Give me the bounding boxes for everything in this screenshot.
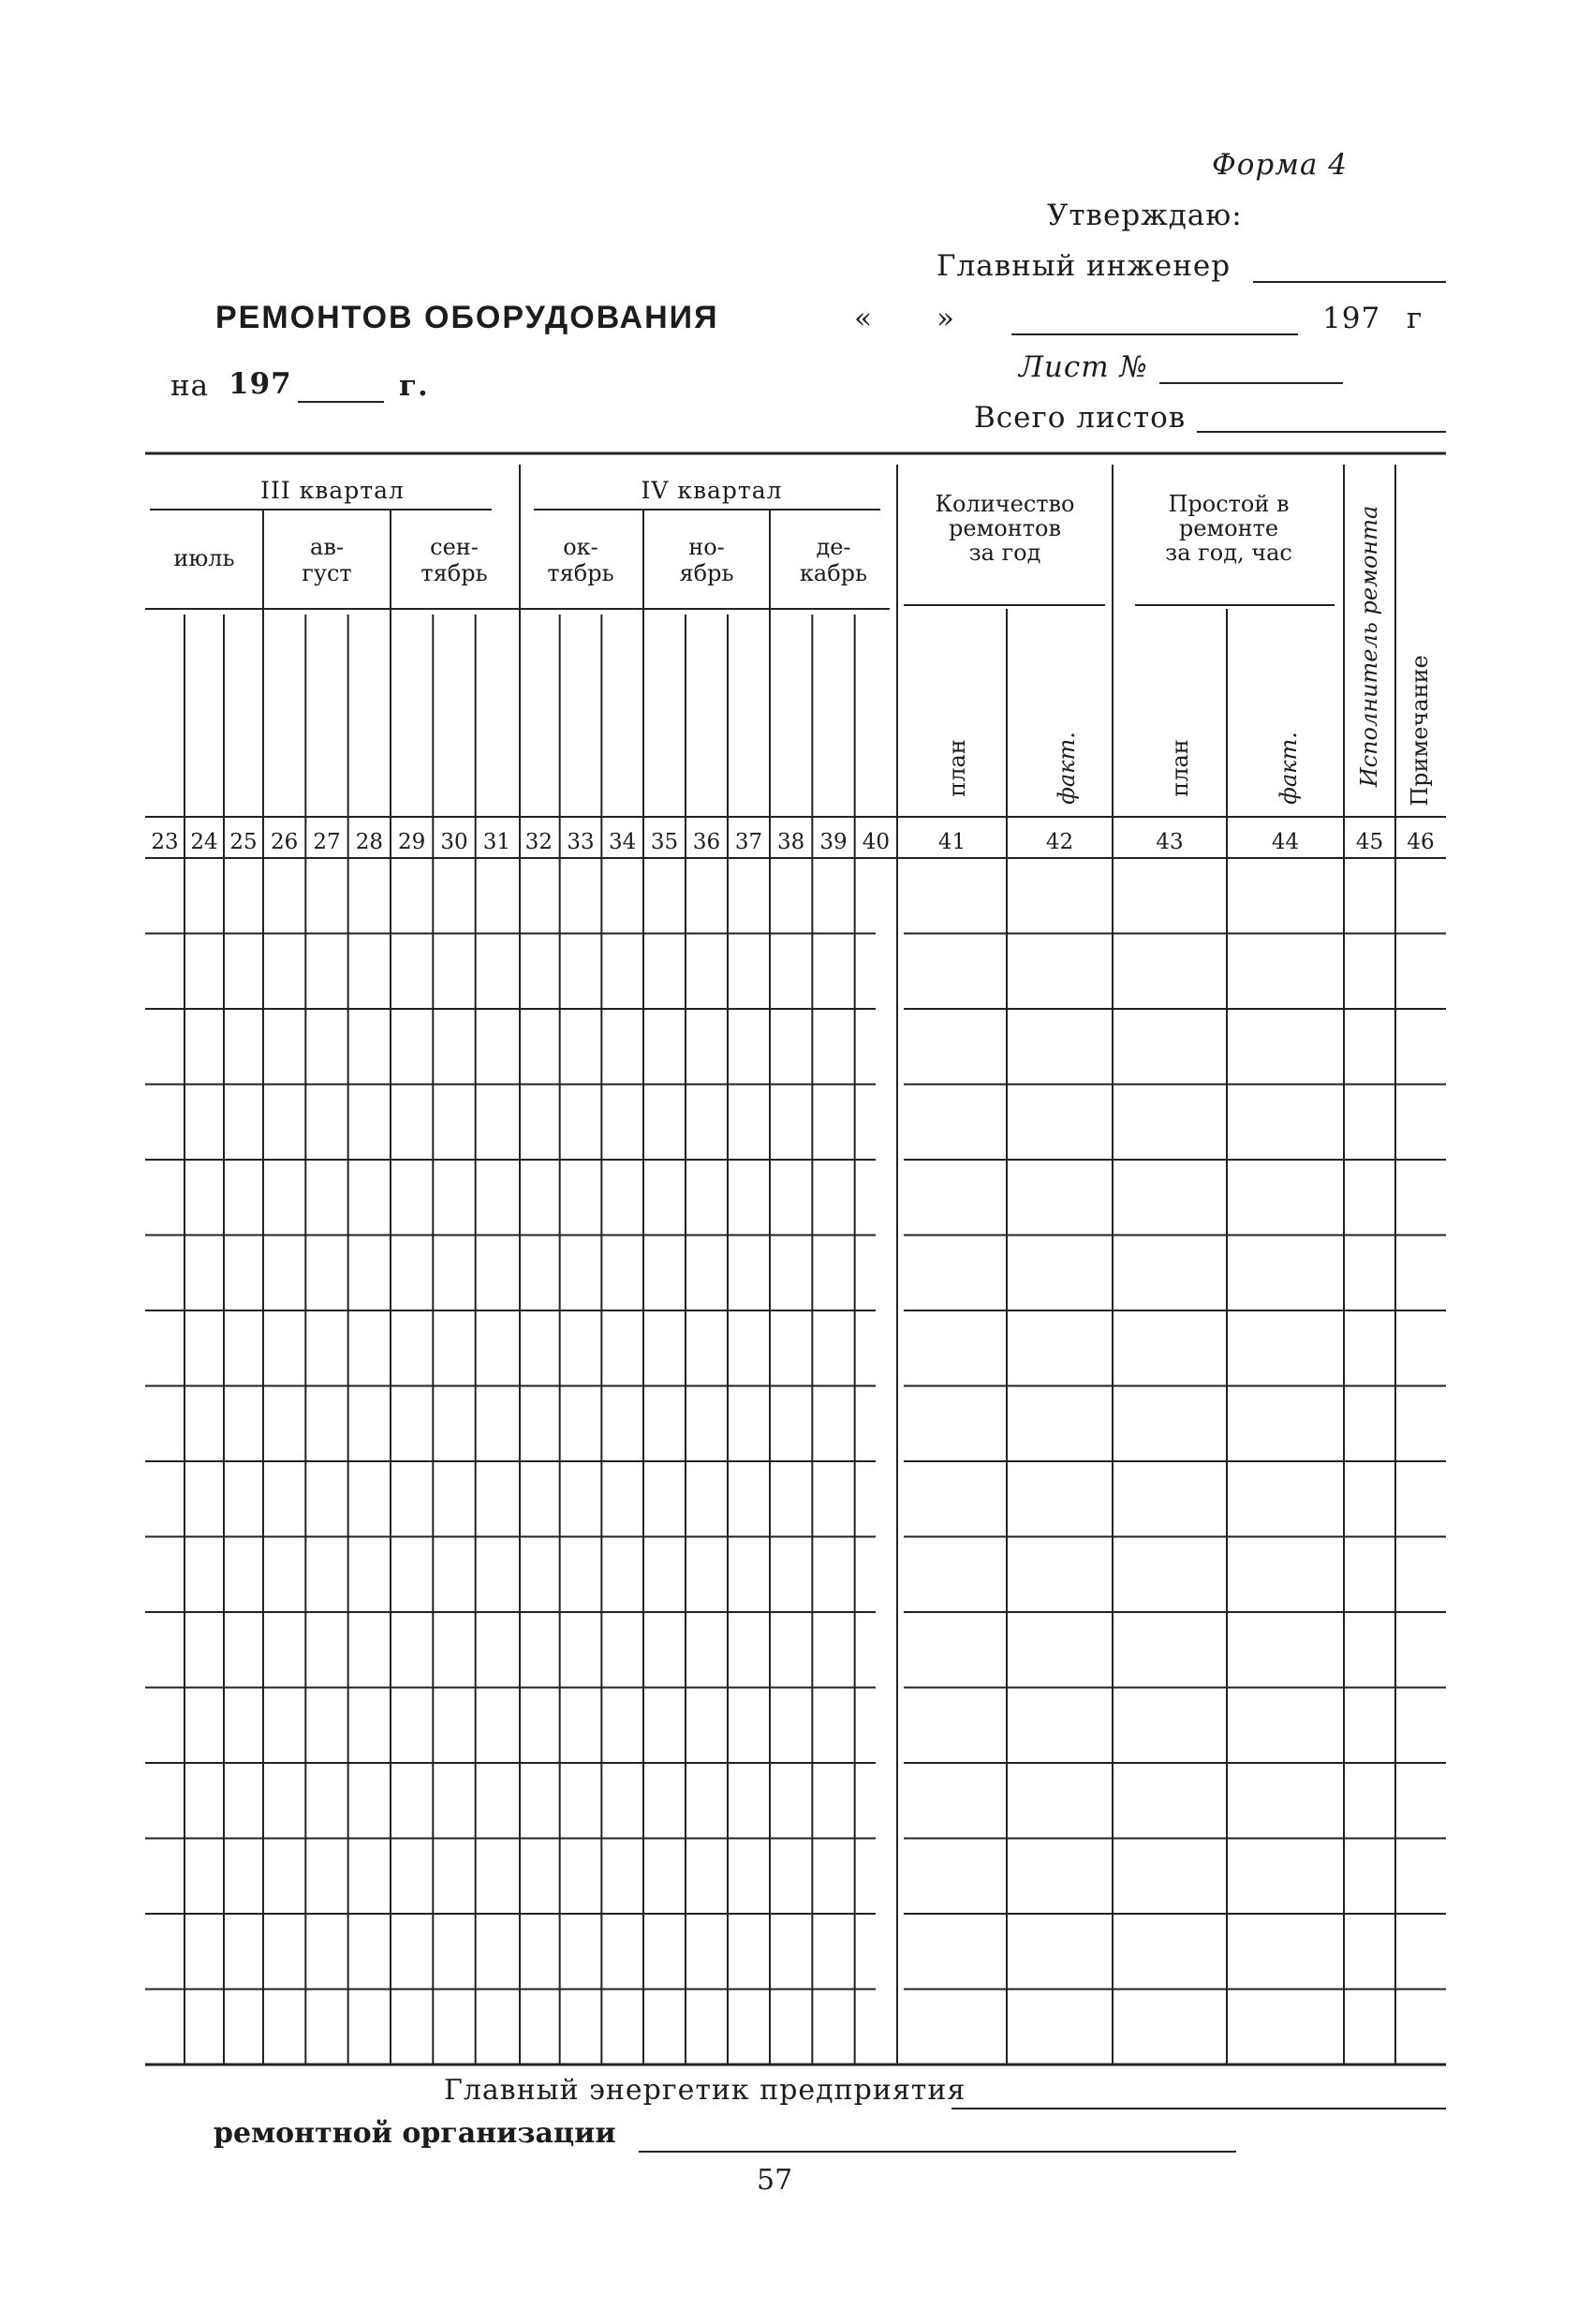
sheet-number-label: Лист № [1019, 350, 1148, 384]
column-number-26: 26 [271, 830, 299, 854]
column-number-36: 36 [692, 830, 721, 854]
month-label-2-a: сен- [430, 534, 479, 560]
total-sheets-label: Всего листов [974, 401, 1187, 435]
month-label-5-a: де- [816, 534, 851, 560]
column-number-33: 33 [567, 830, 595, 854]
downtime-line2: ремонте [1178, 515, 1279, 541]
downtime-line3: за год, час [1165, 540, 1292, 566]
column-number-23: 23 [151, 830, 179, 854]
column-number-27: 27 [313, 830, 341, 854]
column-number-31: 31 [482, 830, 510, 854]
month-label-2-b: тябрь [420, 560, 488, 586]
column-number-38: 38 [777, 830, 805, 854]
executor-label: Исполнитель ремонта [1356, 505, 1382, 788]
column-number-45: 45 [1355, 830, 1384, 854]
month-label-4-a: но- [688, 534, 725, 560]
column-number-37: 37 [734, 830, 763, 854]
form-label: Форма 4 [1212, 148, 1349, 182]
column-number-41: 41 [937, 830, 966, 854]
repairs-count-line1: Количество [935, 491, 1075, 517]
downtime-plan-label: план [1167, 739, 1193, 797]
repairs-fact-label: факт. [1054, 732, 1080, 805]
month-label-3-a: ок- [563, 534, 598, 560]
date-year-g: г [1407, 302, 1423, 335]
date-quote-open: « [854, 302, 873, 335]
column-number-28: 28 [355, 830, 383, 854]
column-number-25: 25 [229, 830, 258, 854]
column-number-42: 42 [1045, 830, 1074, 854]
note-label: Примечание [1407, 655, 1433, 807]
repairs-count-line2: ремонтов [949, 515, 1061, 541]
column-number-35: 35 [650, 830, 679, 854]
year-g: г. [399, 369, 429, 403]
date-quote-close: » [937, 302, 955, 335]
repair-organization-label: ремонтной организации [214, 2117, 616, 2150]
column-number-40: 40 [862, 830, 890, 854]
column-number-34: 34 [609, 830, 637, 854]
date-year: 197 [1322, 302, 1381, 335]
column-number-32: 32 [524, 830, 553, 854]
page-title: РЕМОНТОВ ОБОРУДОВАНИЯ [215, 300, 719, 335]
month-label-3-b: тябрь [547, 560, 614, 586]
approve-label: Утверждаю: [1047, 199, 1243, 232]
chief-engineer-label: Главный инженер [937, 249, 1232, 283]
month-label-1-a: ав- [310, 534, 344, 560]
chief-power-engineer-signature-line[interactable] [951, 2108, 1446, 2109]
quarter-3-label: III квартал [260, 477, 405, 504]
year-prefix-number: 197 [229, 367, 292, 401]
column-number-43: 43 [1156, 830, 1184, 854]
column-number-24: 24 [190, 830, 218, 854]
column-number-29: 29 [398, 830, 426, 854]
repair-organization-signature-line[interactable] [639, 2151, 1236, 2153]
column-number-30: 30 [440, 830, 468, 854]
column-number-46: 46 [1407, 830, 1435, 854]
downtime-line1: Простой в [1168, 491, 1290, 517]
month-label-4-b: ябрь [679, 560, 734, 586]
month-label-5-b: кабрь [799, 560, 868, 586]
repairs-plan-label: план [944, 739, 970, 797]
month-label-0: июль [173, 545, 235, 571]
year-prefix: на [170, 369, 210, 403]
chief-power-engineer-label: Главный энергетик предприятия [444, 2074, 966, 2107]
column-number-39: 39 [819, 830, 848, 854]
repairs-count-line3: за год [968, 540, 1041, 566]
column-number-44: 44 [1271, 830, 1300, 854]
page-number: 57 [757, 2164, 793, 2197]
quarter-4-label: IV квартал [641, 477, 783, 504]
month-label-1-b: густ [302, 560, 352, 586]
downtime-fact-label: факт. [1276, 732, 1302, 805]
